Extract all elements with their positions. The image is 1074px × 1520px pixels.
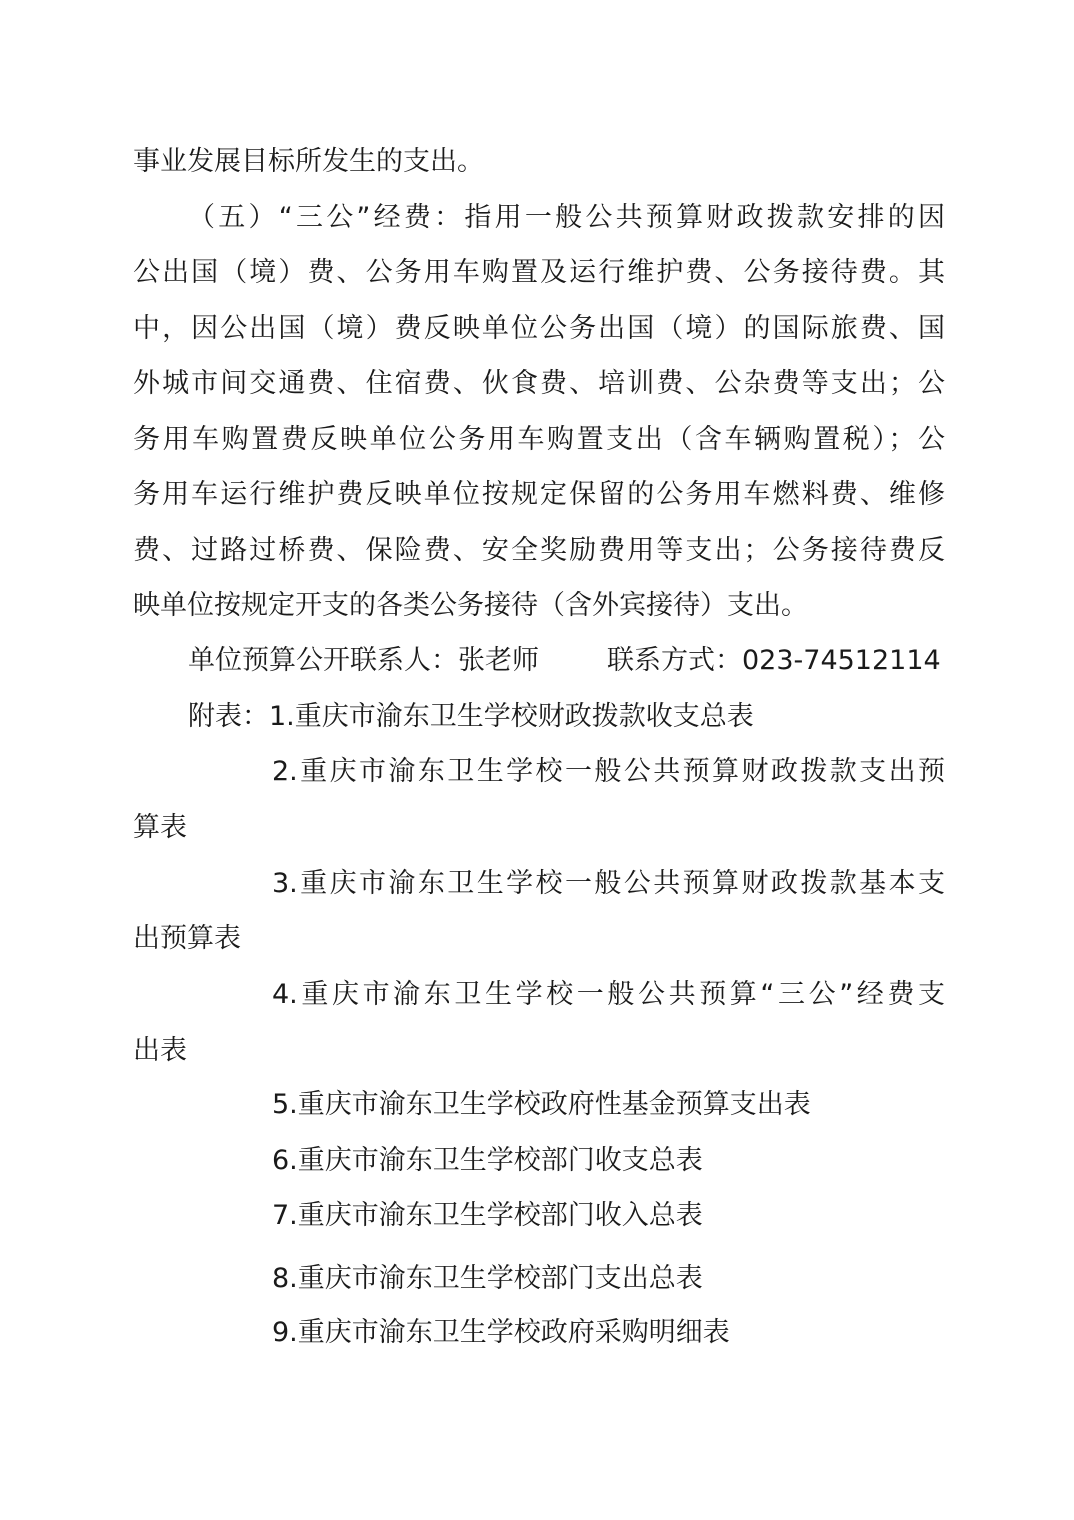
sangong-line-2: 公出国（境）费、公务用车购置及运行维护费、公务接待费。其 [133, 257, 945, 288]
sangong-line-6: 务用车运行维护费反映单位按规定保留的公务用车燃料费、维修 [133, 479, 945, 510]
sangong-line-8: 映单位按规定开支的各类公务接待（含外宾接待）支出。 [133, 590, 808, 621]
sangong-line-1: （五）“三公”经费：指用一般公共预算财政拨款安排的因 [188, 202, 945, 233]
attachment-item-1: 附表：1.重庆市渝东卫生学校财政拨款收支总表 [188, 701, 754, 732]
sangong-line-5: 务用车购置费反映单位公务用车购置支出（含车辆购置税）；公 [133, 424, 945, 455]
attachment-item-3-line-2: 出预算表 [133, 923, 241, 954]
contact-person: 单位预算公开联系人：张老师 [188, 645, 539, 676]
paragraph-continuation: 事业发展目标所发生的支出。 [133, 146, 484, 177]
attachment-item-6: 6.重庆市渝东卫生学校部门收支总表 [272, 1145, 703, 1176]
contact-method: 联系方式：023-74512114 [607, 645, 941, 676]
attachment-item-9: 9.重庆市渝东卫生学校政府采购明细表 [272, 1317, 730, 1348]
attachment-item-7: 7.重庆市渝东卫生学校部门收入总表 [272, 1200, 703, 1231]
sangong-line-7: 费、过路过桥费、保险费、安全奖励费用等支出；公务接待费反 [133, 535, 945, 566]
attachment-item-2-line-2: 算表 [133, 812, 187, 843]
sangong-line-4: 外城市间交通费、住宿费、伙食费、培训费、公杂费等支出；公 [133, 368, 945, 399]
sangong-line-3: 中，因公出国（境）费反映单位公务出国（境）的国际旅费、国 [133, 313, 945, 344]
attachment-item-3-line-1: 3.重庆市渝东卫生学校一般公共预算财政拨款基本支 [272, 868, 945, 899]
attachment-item-2-line-1: 2.重庆市渝东卫生学校一般公共预算财政拨款支出预 [272, 756, 945, 787]
attachment-item-5: 5.重庆市渝东卫生学校政府性基金预算支出表 [272, 1089, 811, 1120]
attachment-item-4-line-2: 出表 [133, 1035, 187, 1066]
attachment-item-4-line-1: 4.重庆市渝东卫生学校一般公共预算“三公”经费支 [272, 979, 945, 1010]
attachment-item-8: 8.重庆市渝东卫生学校部门支出总表 [272, 1263, 703, 1294]
